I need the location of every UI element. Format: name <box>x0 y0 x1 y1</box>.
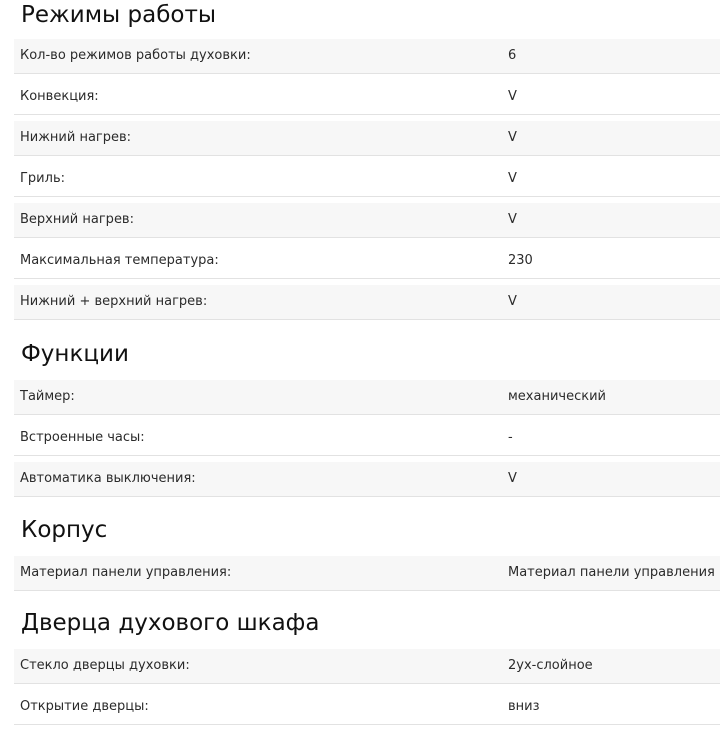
spec-value: V <box>508 171 517 186</box>
spec-row <box>14 203 720 238</box>
spec-label: Нижний нагрев: <box>20 130 132 145</box>
spec-value: 2ух-слойное <box>508 658 593 673</box>
spec-row <box>14 162 720 197</box>
spec-label: Материал панели управления: <box>20 565 232 580</box>
spec-value: Материал панели управления <box>508 565 715 580</box>
section-title-modes: Режимы работы <box>21 2 217 28</box>
spec-row <box>14 380 720 415</box>
spec-value: V <box>508 89 517 104</box>
section-title-body: Корпус <box>21 517 108 543</box>
section-title-functions: Функции <box>21 341 129 367</box>
spec-value: вниз <box>508 699 540 714</box>
section-title-door: Дверца духового шкафа <box>21 610 320 636</box>
spec-label: Гриль: <box>20 171 65 186</box>
spec-label: Встроенные часы: <box>20 430 145 445</box>
spec-label: Нижний + верхний нагрев: <box>20 294 208 309</box>
spec-table-functions <box>14 380 720 503</box>
spec-value: V <box>508 212 517 227</box>
spec-value: 230 <box>508 253 533 268</box>
spec-row <box>14 39 720 74</box>
spec-label: Автоматика выключения: <box>20 471 196 486</box>
spec-row <box>14 244 720 279</box>
spec-row <box>14 690 720 725</box>
spec-row <box>14 462 720 497</box>
spec-label: Открытие дверцы: <box>20 699 149 714</box>
spec-row <box>14 80 720 115</box>
spec-label: Конвекция: <box>20 89 99 104</box>
spec-table-body <box>14 556 720 597</box>
spec-label: Таймер: <box>20 389 75 404</box>
spec-label: Кол-во режимов работы духовки: <box>20 48 251 63</box>
spec-row <box>14 556 720 591</box>
spec-value: V <box>508 471 517 486</box>
spec-label: Стекло дверцы духовки: <box>20 658 190 673</box>
spec-value: механический <box>508 389 606 404</box>
spec-table-modes <box>14 39 720 326</box>
spec-row <box>14 421 720 456</box>
spec-value: V <box>508 294 517 309</box>
spec-row <box>14 121 720 156</box>
spec-label: Максимальная температура: <box>20 253 219 268</box>
spec-table-door <box>14 649 720 731</box>
spec-row <box>14 649 720 684</box>
spec-value: V <box>508 130 517 145</box>
spec-value: - <box>508 430 513 445</box>
spec-label: Верхний нагрев: <box>20 212 134 227</box>
spec-value: 6 <box>508 48 517 63</box>
spec-row <box>14 285 720 320</box>
